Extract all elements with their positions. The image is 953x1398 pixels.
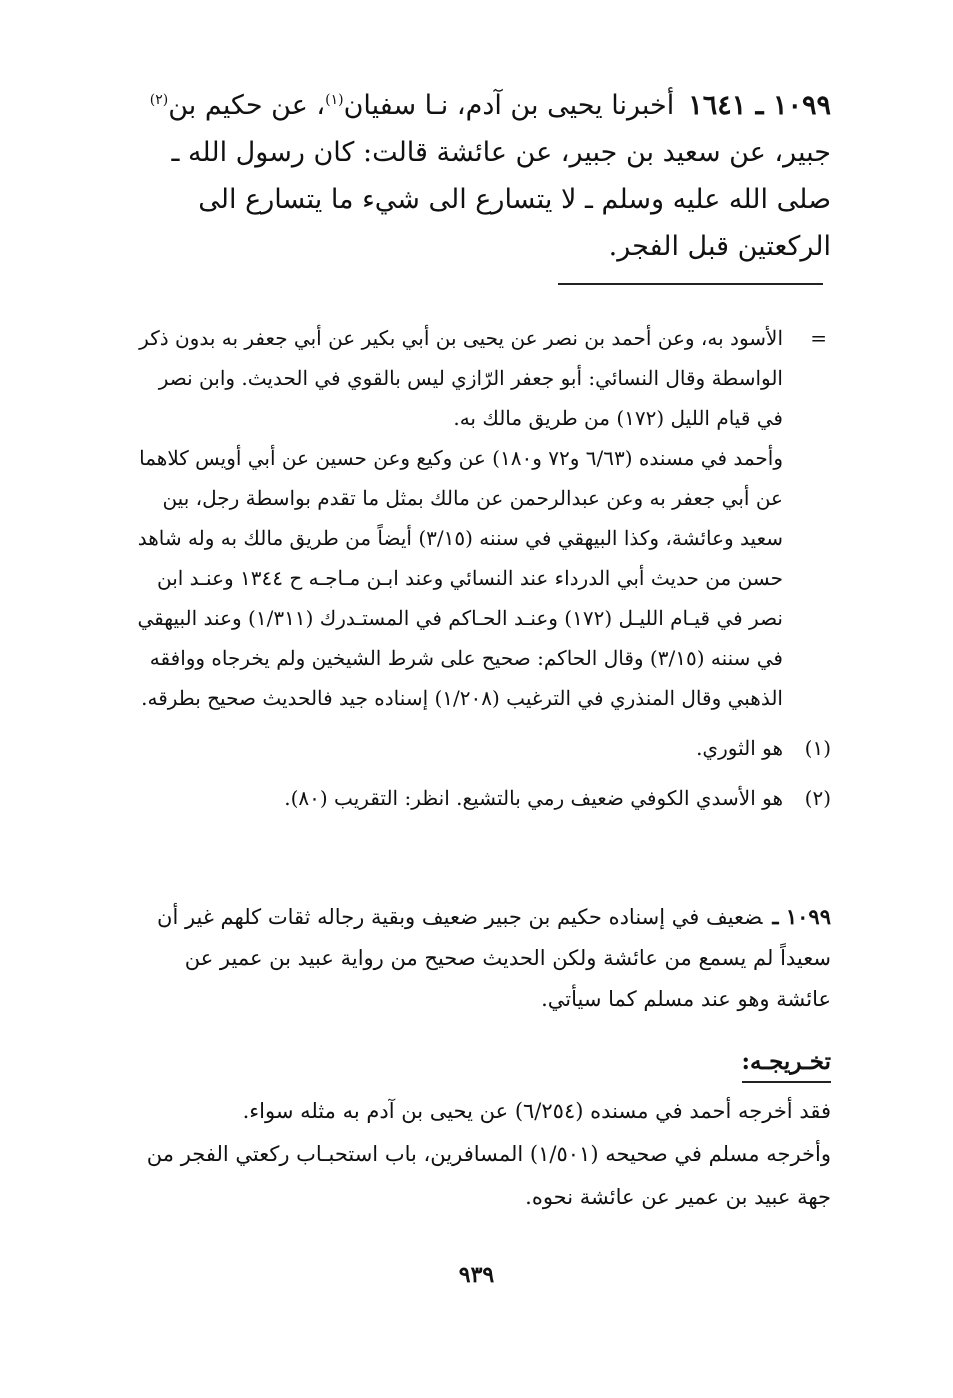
footnote-text-2: هو الأسدي الكوفي ضعيف رمي بالتشيع. انظر: التقريب (٨٠). bbox=[284, 786, 783, 810]
footnote-divider bbox=[558, 283, 823, 285]
hadith-text-part-3: جبير، عن سعيد بن جبير، عن عائشة قالت: كان رسول الله ـ صلى الله عليه وسلم ـ لا يتسارع الى شيء ما يتسارع الى الركعتين قبل الفجر. bbox=[171, 137, 831, 262]
hadith-number: ١٠٩٩ ـ ١٦٤١ bbox=[688, 90, 831, 121]
footnote-ref-2: (٢) bbox=[149, 92, 169, 108]
footnote-number-1: (١) bbox=[804, 736, 831, 760]
takhrij-section bbox=[131, 1090, 831, 1219]
hadith-text-part-2: ، عن حكيم بن bbox=[168, 90, 326, 121]
takhrij-title: تخـريجـه: bbox=[742, 1045, 831, 1083]
commentary-paragraph bbox=[131, 896, 831, 1020]
continuation-mark: = bbox=[810, 326, 827, 350]
commentary-number: ١٠٩٩ ـ bbox=[772, 904, 831, 929]
footnotes-section bbox=[131, 318, 831, 818]
takhrij-line-2: وأخرجه مسلم في صحيحه (١/٥٠١) المسافرين، باب استحبـاب ركعتي الفجر من جهة عبيد بن عمير عن عائشة نحوه. bbox=[146, 1142, 831, 1209]
footnote-1 bbox=[131, 728, 831, 768]
continuation-paragraph-2: وأحمد في مسنده (٦/٦٣ و٧٢ و١٨٠) عن وكيع وعن حسين عن أبي أويس كلاهما عن أبي جعفر به وعن عبدالرحمن عن مالك بمثل ما تقدم بواسطة رجل، بين سعيد وعائشة، وكذا البيهقي في سننه (٣/١٥) أيضاً من طريق مالك به وله شاهد حسن من حديث أبي الدرداء عند النسائي وعند ابـن مـاجـه ح ١٣٤٤ وعنـد ابن نصر في قيـام الليـل (١٧٢) وعنـد الحـاكم في المستـدرك (١/٣١١) وعند البيهقي في سننه (٣/١٥) وقال الحاكم: صحيح على شرط الشيخين ولم يخرجاه ووافقه الذهبي وقال المنذري في الترغيب (١/٢٠٨) إسناده جيد فالحديث صحيح بطرقه. bbox=[137, 446, 783, 710]
footnote-ref-1: (١) bbox=[325, 92, 344, 108]
footnote-2 bbox=[131, 778, 831, 818]
footnote-text-1: هو الثوري. bbox=[696, 736, 783, 760]
hadith-paragraph bbox=[131, 82, 831, 270]
continuation-paragraph-1: الأسود به، وعن أحمد بن نصر عن يحيى بن أبي بكير عن أبي جعفر به بدون ذكر الواسطة وقال النسائي: أبو جعفر الرّازي ليس بالقوي في الحديث. وابن نصر في قيام الليل (١٧٢) من طريق مالك به. bbox=[139, 326, 783, 430]
commentary-text: ضعيف في إسناده حكيم بن جبير ضعيف وبقية رجاله ثقات كلهم غير أن سعيداً لم يسمع من عائشة ولكن الحديث صحيح من رواية عبيد بن عمير عن عائشة وهو عند مسلم كما سيأتي. bbox=[157, 905, 831, 1011]
footnote-continuation bbox=[131, 318, 831, 718]
hadith-text bbox=[131, 82, 831, 270]
footnote-number-2: (٢) bbox=[804, 786, 831, 810]
takhrij-line-1: فقد أخرجه أحمد في مسنده (٦/٢٥٤) عن يحيى بن آدم به مثله سواء. bbox=[242, 1099, 831, 1123]
page-number: ٩٣٩ bbox=[458, 1262, 495, 1288]
commentary-section bbox=[131, 896, 831, 1020]
hadith-text-part-1: أخبرنا يحيى بن آدم، نـا سفيان bbox=[343, 90, 675, 121]
